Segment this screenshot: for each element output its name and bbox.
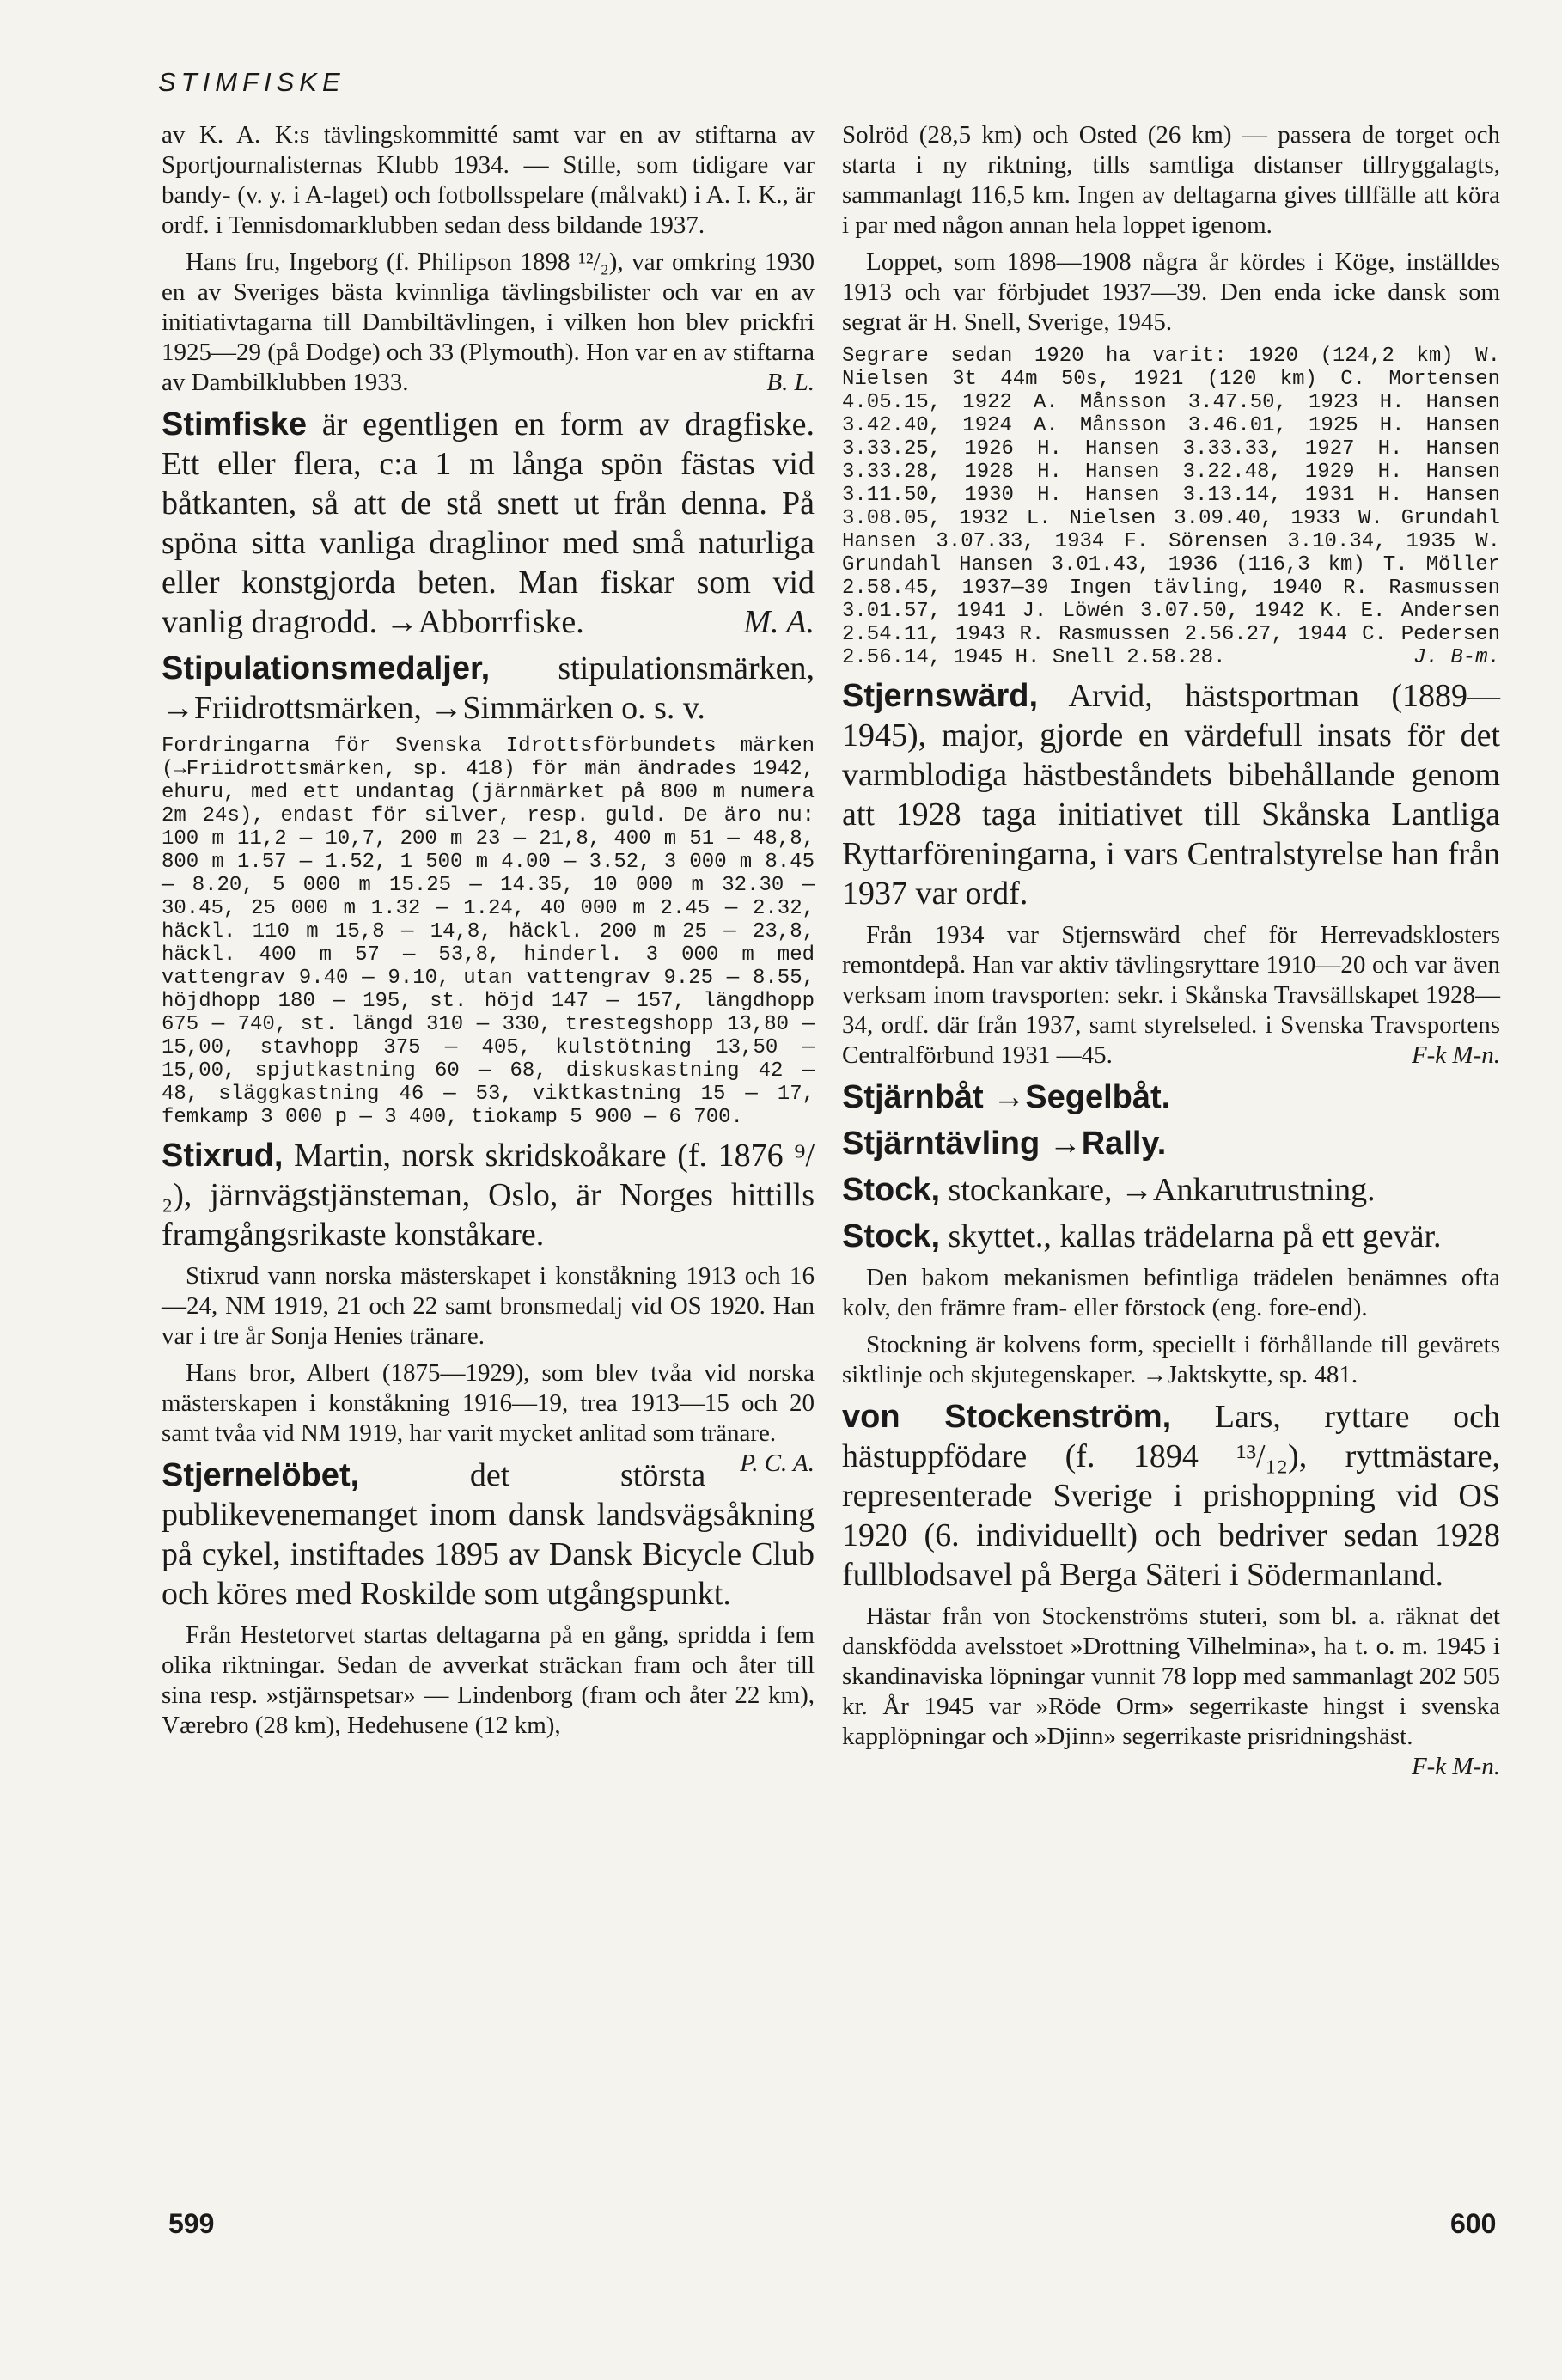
page-number-left: 599 — [168, 2208, 215, 2239]
paragraph: Solröd (28,5 km) och Osted (26 km) — passera de torget och starta i ny riktning, tills samtliga distanser tillryggalagts, sammanlagt 116,5 km. Ingen av deltagarna gives tillfälle att köra i par med någon annan hela loppet igenom. — [842, 121, 1500, 239]
author-signature: M. A. — [743, 604, 815, 640]
author-signature: F-k M-n. — [1411, 1041, 1500, 1069]
paragraph: Den bakom mekanismen befintliga trädelen benämnes ofta kolv, den främre fram- eller förstock (eng. fore-end). — [842, 1264, 1500, 1321]
paragraph: av K. A. K:s tävlingskommitté samt var en av stiftarna av Sportjournalisternas Klubb 1934. — Stille, som tidigare var bandy- (v. y. i A-laget) och fotbollsspelare (målvakt) i A. I. K., är ordf. i Tennisdomarklubben sedan dess bildande 1937. — [162, 121, 815, 239]
entry-stjarntavling: Stjärntävling →Rally. — [842, 1126, 1167, 1162]
author-signature: B. L. — [766, 369, 815, 396]
headword: Stock, — [842, 1172, 941, 1208]
paragraph: Loppet, som 1898—1908 några år kördes i Köge, inställdes 1913 och var förbjudet 1937—39. Den enda icke dansk som segrat är H. Snell, Sverige, 1945. — [842, 248, 1500, 336]
entry-stipulationsmedaljer: Stipulationsmedaljer, stipulationsmärken, →Friidrottsmärken, →Simmärken o. s. v. — [162, 650, 815, 726]
paragraph: Hans fru, Ingeborg (f. Philipson 1898 ¹²/₂), var omkring 1930 en av Sveriges bästa kvinnliga tävlingsbilister och var en av initiativtagarna till Dambiltävlingen, i vilken hon blev prickfri 1925—29 (på Dodge) och 33 (Plymouth). Hon var en av stiftarna av Dambilklubben 1933. B. L. — [162, 248, 815, 396]
paragraph: Hans bror, Albert (1875—1929), som blev tvåa vid norska mästerskapen i konståkning 1916—19, trea 1913—15 och 20 samt tvåa vid NM 1919, har varit mycket anlitad som tränare. P. C. A. — [162, 1359, 815, 1477]
page-number-right: 600 — [1450, 2208, 1497, 2239]
entry-stjernsward: Stjernswärd, Arvid, hästsportman (1889—1945), major, gjorde en värdefull insats för det varmblodiga hästbeståndets bibehållande genom att 1928 taga initiativet till Skånska Lantliga Ryttarföreningarna, i vars Centralstyrelse han från 1937 var ordf. — [842, 678, 1501, 912]
entry-stock-anchor: Stock, stockankare, →Ankarutrustning. — [842, 1172, 1376, 1208]
entry-stock-rifle: Stock, skyttet., kallas trädelarna på ett gevär. — [842, 1218, 1442, 1254]
headword: Stipulationsmedaljer, — [162, 650, 491, 687]
entry-von-stockenstrom: von Stockenström, Lars, ryttare och hästuppfödare (f. 1894 ¹³/₁₂), ryttmästare, representerade Sverige i prishoppning vid OS 1920 (6. individuellt) och bedriver sedan 1928 fullblodsavel på Berga Säteri i Södermanland. — [842, 1399, 1500, 1593]
paragraph: Från 1934 var Stjernswärd chef för Herrevadsklosters remontdepå. Han var aktiv tävlingsryttare 1910—20 och var även verksam inom travsporten: sekr. i Skånska Travsällskapet 1928—34, ordf. där från 1937, samt styrelseled. i Svenska Travsportens Centralförbund 1931 —45. F-k M-n. — [842, 921, 1500, 1069]
entry-stixrud: Stixrud, Martin, norsk skridskoåkare (f. 1876 ⁹/₂), järnvägstjänsteman, Oslo, är Norges hittills framgångsrikaste konståkare. — [162, 1138, 815, 1253]
author-signature: F-k M-n. — [1411, 1753, 1500, 1780]
author-signature: J. B-m. — [1413, 646, 1500, 669]
paragraph: Från Hestetorvet startas deltagarna på en gång, spridda i fem olika riktningar. Sedan de avverkat sträckan fram och åter till sina resp. »stjärnspetsar» — Lindenborg (fram och åter 22 km), Værebro (28 km), Hedehusene (12 km), — [162, 1621, 815, 1739]
entry-stimfiske: Stimfiske är egentligen en form av dragfiske. Ett eller flera, c:a 1 m långa spön fästas vid båtkanten, så att de stå snett ut från denna. På spöna sitta vanliga draglinor med små naturliga eller konstgjorda beten. Man fiskar som vid vanlig dragrodd. →Abborrfiske. M. A. — [162, 406, 815, 640]
running-header: STIMFISKE — [158, 67, 345, 97]
headword: Stock, — [842, 1218, 941, 1254]
paragraph: Stockning är kolvens form, speciellt i förhållande till gevärets siktlinje och skjutegenskaper. →Jaktskytte, sp. 481. — [842, 1331, 1500, 1388]
headword: Stimfiske — [162, 406, 307, 442]
author-signature: P. C. A. — [740, 1449, 815, 1477]
headword: Stixrud, — [162, 1138, 284, 1174]
paragraph: Hästar från von Stockenströms stuteri, som bl. a. räknat det danskfödda avelsstoet »Drottning Vilhelmina», ha t. o. m. 1945 i skandinaviska löpningar vunnit 78 lopp med sammanlagt 202 505 kr. År 1945 var »Röde Orm» segerrikaste hingst i svenska kapplöpningar och »Djinn» segerrikaste prisridningshäst. F-k M-n. — [842, 1602, 1500, 1780]
small-print-block: Fordringarna för Svenska Idrottsförbundets märken (→Friidrottsmärken, sp. 418) för män ändrades 1942, ehuru, med ett undantag (järnmärket på 800 m numera 2m 24s), endast för silver, resp. guld. De äro nu: 100 m 11,2 — 10,7, 200 m 23 — 21,8, 400 m 51 — 48,8, 800 m 1.57 — 1.52, 1 500 m 4.00 — 3.52, 3 000 m 8.45 — 8.20, 5 000 m 15.25 — 14.35, 10 000 m 32.30 — 30.45, 25 000 m 1.32 — 1.24, 40 000 m 2.45 — 2.32, häckl. 110 m 15,8 — 14,8, häckl. 200 m 25 — 23,8, häckl. 400 m 57 — 53,8, hinderl. 3 000 m med vattengrav 9.40 — 9.10, utan vattengrav 9.25 — 8.55, höjdhopp 180 — 195, st. höjd 147 — 157, längdhopp 675 — 740, st. längd 310 — 330, trestegshopp 13,80 — 15,00, stavhopp 375 — 405, kulstötning 13,50 — 15,00, spjutkastning 60 — 68, diskuskastning 42 — 48, släggkastning 46 — 53, viktkastning 15 — 17, femkamp 3 000 p — 3 400, tiokamp 5 900 — 6 700. — [162, 735, 815, 1129]
headword: von Stockenström, — [842, 1399, 1172, 1435]
small-print-block: Segrare sedan 1920 ha varit: 1920 (124,2 km) W. Nielsen 3t 44m 50s, 1921 (120 km) C. Mortensen 4.05.15, 1922 A. Månsson 3.47.50, 1923 H. Hansen 3.42.40, 1924 A. Månsson 3.46.01, 1925 H. Hansen 3.33.25, 1926 H. Hansen 3.33.33, 1927 H. Hansen 3.33.28, 1928 H. Hansen 3.22.48, 1929 H. Hansen 3.11.50, 1930 H. Hansen 3.13.14, 1931 H. Hansen 3.08.05, 1932 L. Nielsen 3.09.40, 1933 W. Grundahl Hansen 3.07.33, 1934 F. Sörensen 3.10.34, 1935 W. Grundahl Hansen 3.01.43, 1936 (116,3 km) T. Möller 2.58.45, 1937—39 Ingen tävling, 1940 R. Rasmussen 3.01.57, 1941 J. Löwén 3.07.50, 1942 K. E. Andersen 2.54.11, 1943 R. Rasmussen 2.56.27, 1944 C. Pedersen 2.56.14, 1945 H. Snell 2.58.28. J. B-m. — [842, 345, 1500, 669]
paragraph: Stixrud vann norska mästerskapet i konståkning 1913 och 16—24, NM 1919, 21 och 22 samt bronsmedalj vid OS 1920. Han var i tre år Sonja Henies tränare. — [162, 1262, 815, 1350]
entry-stjernelobet: Stjernelöbet, det största publikevenemanget inom dansk landsvägsåkning på cykel, instiftades 1895 av Dansk Bicycle Club och köres med Roskilde som utgångspunkt. — [162, 1457, 815, 1612]
headword: Stjernswärd, — [842, 678, 1039, 714]
right-column — [842, 120, 1500, 1782]
entry-stjarnbat: Stjärnbåt →Segelbåt. — [842, 1079, 1171, 1115]
left-column — [162, 120, 815, 1748]
headword: Stjernelöbet, — [162, 1457, 360, 1493]
